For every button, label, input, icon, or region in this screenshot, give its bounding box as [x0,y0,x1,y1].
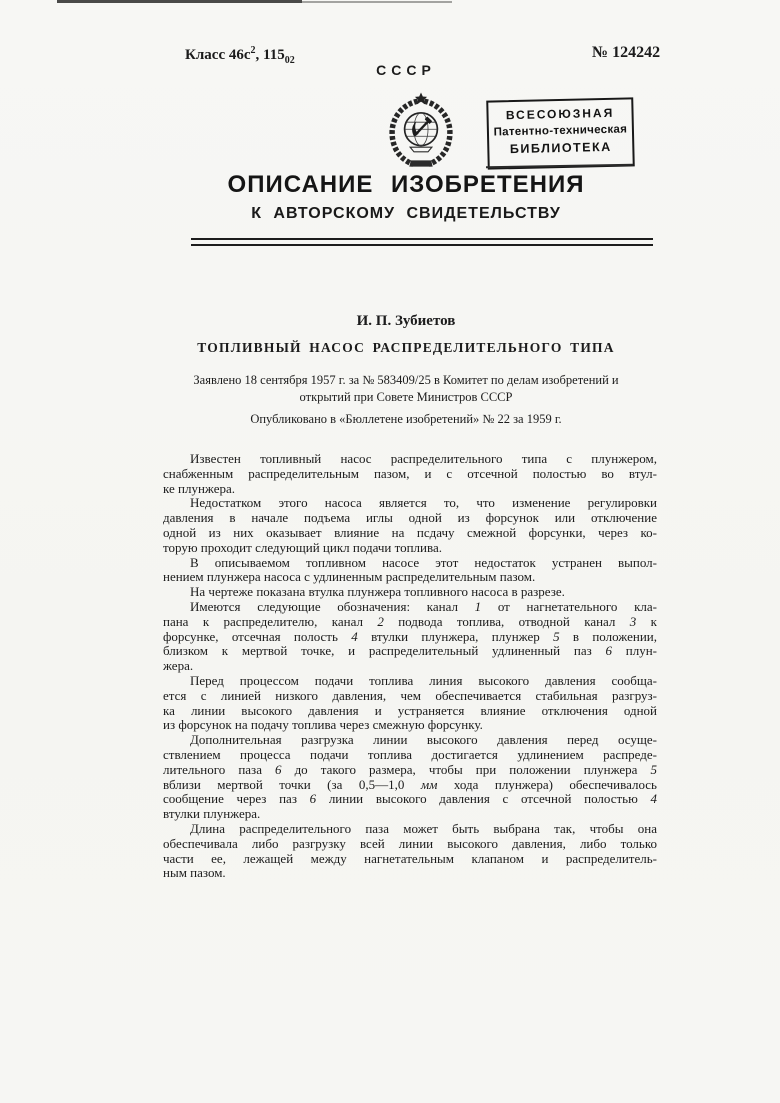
text-line: В описываемом топливном насосе этот недостаток устранен выпол- [190,554,657,570]
text-line: Известен топливный насос распределительного типа с плунжером, [190,451,657,466]
invention-title: ТОПЛИВНЫЙ НАСОС РАСПРЕДЕЛИТЕЛЬНОГО ТИПА [197,340,615,355]
text-line: снабженным распределительным пазом, и с отсечной полостью во втул- [163,465,657,481]
scan-artifact-band [57,0,302,3]
class-subscript: 02 [284,55,295,66]
country-name: СССР [376,62,436,78]
scan-artifact-band-light [302,1,452,3]
text-line: сообщение через паз 6 линии высокого давления с отсечной полостью 4 [163,791,657,807]
text-line: вблизи мертвой точки (за 0,5—1,0 мм хода плунжера) обеспечивалось [163,776,657,792]
text-line: жера. [163,658,194,674]
publication-info: Опубликовано в «Бюллетене изобретений» № 22 за 1959 г. [250,412,562,426]
divider-double-rule [191,238,653,246]
library-stamp [486,97,635,169]
filing-info-line-2: открытий при Совете Министров СССР [299,390,513,404]
text-line: Дополнительная разгрузка линии высокого давления перед осуще- [190,732,657,748]
text-line: втулки плунжера. [163,806,261,822]
stamp-line: БИБЛИОТЕКА [509,139,612,157]
body-text [163,452,657,881]
text-line: ется с линией низкого давления, чем обеспечивается стабильная разгруз- [163,687,657,703]
class-superscript: 2 [250,45,256,56]
text-line: ствлением процесса подачи топлива достигается удлинением распреде- [163,746,657,762]
document-subtitle: К АВТОРСКОМУ СВИДЕТЕЛЬСТВУ [251,205,561,222]
class-prefix: Класс 46с [185,47,251,63]
text-line: нением плунжера насоса с удлиненным распределительным пазом. [163,569,536,585]
text-line: форсунке, отсечная полость 4 втулки плунжера, плунжер 5 в положении, [163,628,658,644]
text-line: лительного паза 6 до такого размера, чтобы при положении плунжера 5 [163,761,657,777]
patent-number: № 124242 [592,44,661,61]
text-line: пана к распределителю, канал 2 подвода топлива, отводной канал 3 к [163,613,657,629]
document-title: ОПИСАНИЕ ИЗОБРЕТЕНИЯ [227,171,585,198]
text-line: части ее, лежащей между нагнетательным клапаном и распределитель- [163,850,657,866]
stamp-line: Патентно-техническая [493,123,628,139]
text-line: Длина распределительного паза может быть выбрана так, чтобы она [190,820,657,836]
text-line: из форсунок на подачу топлива через смежную форсунку. [163,717,483,733]
text-line: ным пазом. [163,865,226,881]
text-line: близком к мертвой точке, и распределительный удлиненный паз 6 плун- [163,643,657,659]
filing-info-line-1: Заявлено 18 сентября 1957 г. за № 583409/25 в Комитет по делам изобретений и [193,373,619,387]
text-line: Недостатком этого насоса является то, что изменение регулировки [190,495,657,511]
text-line: давления в начале подъема иглы одной из форсунок или отключение [163,510,657,526]
class-mid: , 115 [255,47,285,63]
text-line: ке плунжера. [163,480,236,496]
text-line: одной из них оказывает влияние на псдачу смежной форсунки, через ко- [163,524,657,540]
stamp-line: ВСЕСОЮЗНАЯ [505,105,615,123]
text-line: На чертеже показана втулка плунжера топливного насоса в разрезе. [190,584,565,600]
ussr-coat-of-arms-icon [382,91,460,169]
author-name: И. П. Зубиетов [356,313,456,329]
text-line: ка линии высокого давления и устраняется влияние отключения одной [163,702,657,718]
text-line: обеспечивала либо разгрузку всей линии высокого давления, либо только [163,835,657,851]
text-line: Имеются следующие обозначения: канал 1 от нагнетательного кла- [190,598,658,614]
text-line: торую проходит следующий цикл подачи топлива. [163,539,442,555]
text-line: Перед процессом подачи топлива линия высокого давления сообща- [190,672,657,688]
